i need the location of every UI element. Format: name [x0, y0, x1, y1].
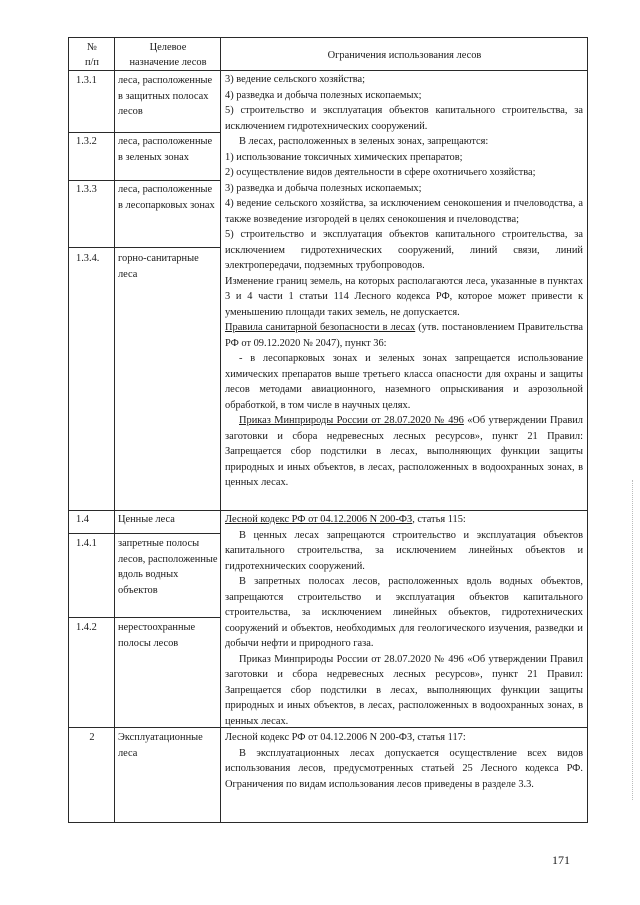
page-number: 171	[552, 853, 570, 867]
restriction-paragraph: 5) строительство и эксплуатация объектов капитального строительства, за исключением гидротехнических сооружений, линий связи, линий электропередачи, подземных трубопроводов.	[225, 229, 583, 271]
restriction-paragraph	[225, 320, 583, 351]
table-left-rule	[68, 37, 69, 823]
restriction-paragraph: В запретных полосах лесов, расположенных вдоль водных объектов, запрещаются строительство и эксплуатация объектов капитального строительства, за исключением линейных объектов, гидротехнических сооружений и объектов, необходимых для геологического изучения, разведки и добычи нефти и природного газа.	[225, 576, 583, 649]
row-purpose: горно-санитарные леса	[118, 253, 199, 280]
restriction-paragraph: 4) ведение сельского хозяйства, за исключением сенокошения и пчеловодства, а также возведение изгородей в целях сенокошения и пчеловодства;	[225, 198, 583, 225]
forest-code-link[interactable]: Лесной кодекс РФ от 04.12.2006 N 200-ФЗ	[225, 514, 413, 525]
table-top-rule	[68, 37, 588, 38]
restrictions-section-1	[225, 72, 583, 491]
row-rule	[68, 617, 220, 618]
row-rule	[68, 132, 220, 133]
row-number: 1.3.2	[76, 136, 97, 147]
restriction-paragraph: Приказ Минприроды России от 28.07.2020 № 496 «Об утверждении Правил заготовки и сбора недревесных лесных ресурсов», пункт 21 Правил: Запрещается сбор подстилки в лесах, выполняющих функции защиты природных и иных объектов, в лесах, расположенных в водоохранных зонах, в ценных лесах.	[225, 653, 583, 727]
column-rule	[114, 37, 115, 823]
row-number: 1.4.2	[76, 622, 97, 633]
row-purpose: леса, расположенные в зеленых зонах	[118, 136, 213, 163]
restriction-paragraph: 3) ведение сельского хозяйства;	[225, 74, 366, 85]
row-rule	[68, 180, 220, 181]
restriction-paragraph: - в лесопарковых зонах и зеленых зонах запрещается использование химических препаратов выше третьего класса опасности для охраны и защиты лесов методами авиационного, наземного опрыскивания и аэрозольной обработкой, в том числе в научных целях.	[225, 353, 583, 411]
row-number: 1.3.3	[76, 184, 97, 195]
table-right-rule	[587, 37, 588, 823]
row-purpose: леса, расположенные в лесопарковых зонах	[118, 184, 215, 211]
restriction-paragraph: 5) строительство и эксплуатация объектов капитального строительства, за исключением гидротехнических сооружений.	[225, 105, 583, 132]
restriction-paragraph	[225, 413, 583, 491]
restriction-paragraph	[225, 512, 583, 528]
restriction-paragraph: В ценных лесах запрещаются строительство и эксплуатация объектов капитального строительства, за исключением линейных объектов и гидротехнических сооружений.	[225, 529, 583, 572]
link-context: «Об утверждении Правил заготовки и сбора недревесных лесных ресурсов», пункт 21 Правил: Запрещается сбор подстилки в лесах, выполняющих функции защиты природных и иных объектов, в лесах, расположенных в водоохранных зонах, в ценных лесах.	[225, 415, 583, 488]
restrictions-section-3	[225, 730, 583, 792]
column-rule	[220, 37, 221, 823]
scan-edge-marks	[632, 480, 634, 800]
row-purpose: леса, расположенные в защитных полосах лесов	[118, 75, 213, 118]
row-number: 1.3.1	[76, 75, 97, 86]
row-number: 2	[89, 732, 95, 743]
header-number: № п/п	[84, 42, 99, 68]
row-purpose: Эксплуатационные леса	[118, 732, 203, 759]
restriction-paragraph: 1) использование токсичных химических препаратов;	[225, 151, 463, 163]
link-context: (утв. постановлением Правительства РФ от 09.12.2020 № 2047), пункт 36:	[225, 322, 583, 349]
row-purpose: Ценные леса	[118, 514, 175, 525]
row-number: 1.4	[76, 514, 89, 525]
restriction-paragraph: 4) разведка и добыча полезных ископаемых;	[225, 89, 422, 101]
row-purpose: нерестоохранные полосы лесов	[118, 622, 196, 649]
header-restrictions: Ограничения использования лесов	[327, 50, 482, 61]
row-number: 1.3.4.	[76, 253, 100, 264]
row-purpose: запретные полосы лесов, расположенные вдоль водных объектов	[118, 538, 218, 596]
section-rule	[68, 510, 588, 511]
table-bottom-rule	[68, 822, 588, 823]
restriction-paragraph: В лесах, расположенных в зеленых зонах, запрещаются:	[239, 136, 489, 147]
restriction-paragraph: 3) разведка и добыча полезных ископаемых;	[225, 182, 422, 194]
restrictions-section-2	[225, 512, 583, 729]
sanitary-rules-link[interactable]: Правила санитарной безопасности в лесах	[225, 322, 416, 333]
row-rule	[68, 247, 220, 248]
row-rule	[68, 533, 220, 534]
restriction-paragraph: 2) осуществление видов деятельности в сфере охотничьего хозяйства;	[225, 167, 536, 178]
link-context: , статья 115:	[412, 514, 466, 525]
header-purpose: Целевое назначение лесов	[129, 42, 207, 68]
restriction-paragraph: В эксплуатационных лесах допускается осуществление всех видов использования лесов, предусмотренных статьей 25 Лесного кодекса РФ. Ограничения по видам использования лесов приведены в разделе 3.3.	[225, 747, 583, 790]
order-496-link[interactable]: Приказ Минприроды России от 28.07.2020 № 496	[239, 415, 464, 426]
restriction-paragraph: Лесной кодекс РФ от 04.12.2006 N 200-ФЗ, статья 117:	[225, 732, 466, 743]
row-number: 1.4.1	[76, 538, 97, 549]
restriction-paragraph: Изменение границ земель, на которых располагаются леса, указанные в пунктах 3 и 4 части 1 статьи 114 Лесного кодекса РФ, которое может привести к уменьшению площади таких земель, не допускается.	[225, 275, 583, 318]
header-bottom-rule	[68, 70, 588, 71]
